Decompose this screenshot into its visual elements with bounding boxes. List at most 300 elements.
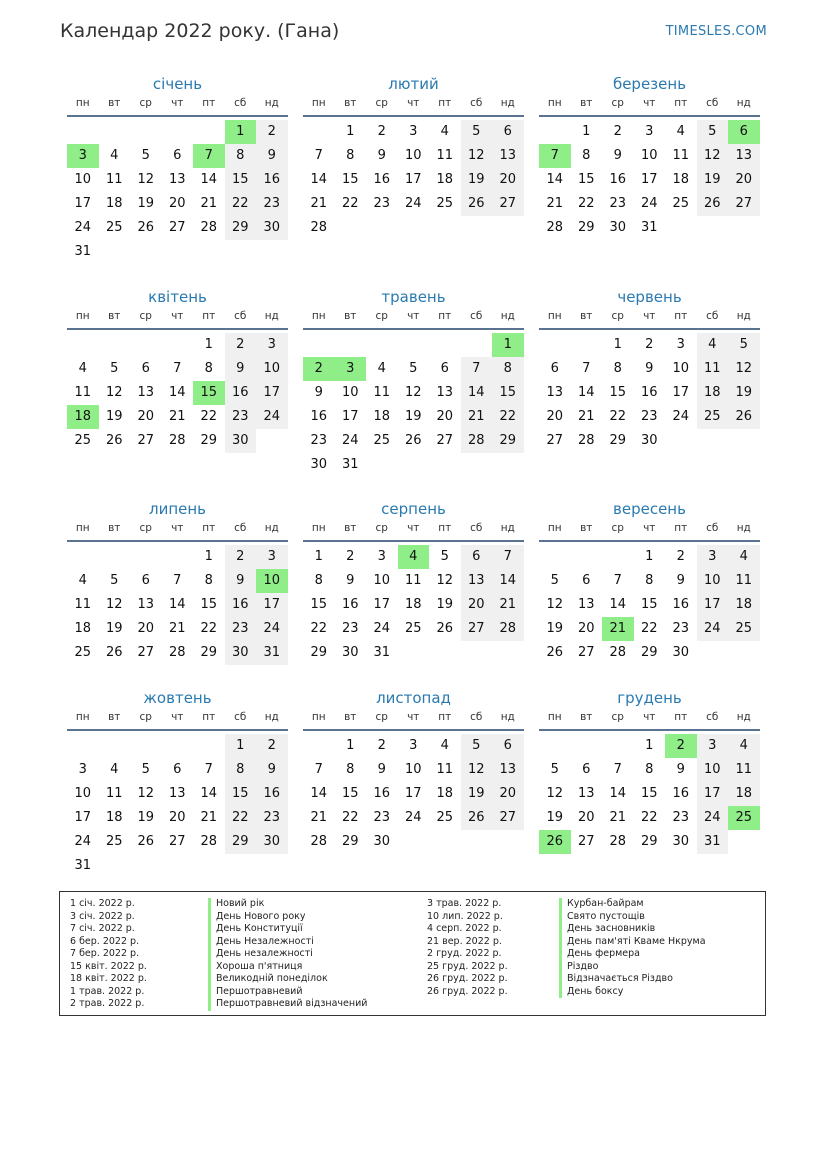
day-cell[interactable]: 15 bbox=[225, 168, 257, 192]
day-cell[interactable]: 22 bbox=[640, 810, 658, 825]
day-cell[interactable]: 6 bbox=[582, 762, 591, 777]
day-cell[interactable]: 5 bbox=[550, 573, 559, 588]
day-cell[interactable]: 3 bbox=[78, 762, 87, 777]
day-cell[interactable]: 14 bbox=[492, 569, 524, 593]
day-cell[interactable]: 29 bbox=[640, 834, 658, 849]
day-cell[interactable]: 13 bbox=[577, 597, 595, 612]
day-cell[interactable]: 30 bbox=[609, 220, 627, 235]
day-cell[interactable]: 6 bbox=[461, 545, 493, 569]
day-cell[interactable]: 19 bbox=[404, 409, 422, 424]
day-cell[interactable]: 16 bbox=[609, 172, 627, 187]
day-cell[interactable]: 20 bbox=[728, 168, 760, 192]
day-cell[interactable]: 9 bbox=[377, 762, 386, 777]
day-cell[interactable]: 4 bbox=[697, 333, 729, 357]
day-cell[interactable]: 12 bbox=[137, 172, 155, 187]
day-cell[interactable]: 16 bbox=[310, 409, 328, 424]
day-cell[interactable]: 29 bbox=[577, 220, 595, 235]
day-cell[interactable]: 29 bbox=[225, 830, 257, 854]
day-cell[interactable]: 20 bbox=[546, 409, 564, 424]
day-cell[interactable]: 26 bbox=[461, 806, 493, 830]
day-cell[interactable]: 12 bbox=[105, 597, 123, 612]
day-cell[interactable]: 26 bbox=[137, 220, 155, 235]
day-cell[interactable]: 26 bbox=[137, 834, 155, 849]
day-cell[interactable]: 1 bbox=[346, 738, 355, 753]
day-cell[interactable]: 4 bbox=[110, 762, 119, 777]
day-cell[interactable]: 18 bbox=[105, 810, 123, 825]
day-cell[interactable]: 8 bbox=[346, 148, 355, 163]
day-cell[interactable]: 16 bbox=[672, 786, 690, 801]
day-cell[interactable]: 27 bbox=[492, 192, 524, 216]
day-cell[interactable]: 15 bbox=[200, 597, 218, 612]
day-cell[interactable]: 15 bbox=[577, 172, 595, 187]
day-cell[interactable]: 20 bbox=[137, 409, 155, 424]
day-cell[interactable]: 27 bbox=[137, 645, 155, 660]
day-cell[interactable]: 25 bbox=[373, 433, 391, 448]
day-cell[interactable]: 13 bbox=[492, 144, 524, 168]
day-cell[interactable]: 22 bbox=[492, 405, 524, 429]
day-cell[interactable]: 11 bbox=[436, 762, 454, 777]
day-cell[interactable]: 1 bbox=[204, 549, 213, 564]
day-cell[interactable]: 13 bbox=[168, 172, 186, 187]
day-cell[interactable]: 23 bbox=[672, 810, 690, 825]
holiday-day-cell[interactable]: 25 bbox=[728, 806, 760, 830]
day-cell[interactable]: 12 bbox=[461, 144, 493, 168]
day-cell[interactable]: 28 bbox=[461, 429, 493, 453]
day-cell[interactable]: 25 bbox=[697, 405, 729, 429]
day-cell[interactable]: 11 bbox=[74, 385, 92, 400]
day-cell[interactable]: 18 bbox=[672, 172, 690, 187]
day-cell[interactable]: 24 bbox=[404, 196, 422, 211]
day-cell[interactable]: 11 bbox=[728, 569, 760, 593]
day-cell[interactable]: 5 bbox=[110, 361, 119, 376]
day-cell[interactable]: 14 bbox=[168, 597, 186, 612]
day-cell[interactable]: 24 bbox=[697, 806, 729, 830]
day-cell[interactable]: 22 bbox=[577, 196, 595, 211]
day-cell[interactable]: 19 bbox=[436, 597, 454, 612]
day-cell[interactable]: 1 bbox=[582, 124, 591, 139]
day-cell[interactable]: 7 bbox=[314, 762, 323, 777]
day-cell[interactable]: 3 bbox=[697, 545, 729, 569]
day-cell[interactable]: 13 bbox=[546, 385, 564, 400]
day-cell[interactable]: 10 bbox=[404, 148, 422, 163]
day-cell[interactable]: 15 bbox=[225, 782, 257, 806]
day-cell[interactable]: 1 bbox=[225, 734, 257, 758]
day-cell[interactable]: 19 bbox=[697, 168, 729, 192]
day-cell[interactable]: 28 bbox=[200, 834, 218, 849]
day-cell[interactable]: 22 bbox=[341, 196, 359, 211]
day-cell[interactable]: 11 bbox=[105, 172, 123, 187]
day-cell[interactable]: 20 bbox=[461, 593, 493, 617]
day-cell[interactable]: 8 bbox=[346, 762, 355, 777]
day-cell[interactable]: 3 bbox=[409, 124, 418, 139]
day-cell[interactable]: 23 bbox=[609, 196, 627, 211]
day-cell[interactable]: 5 bbox=[141, 762, 150, 777]
day-cell[interactable]: 30 bbox=[672, 645, 690, 660]
day-cell[interactable]: 11 bbox=[404, 573, 422, 588]
day-cell[interactable]: 15 bbox=[640, 597, 658, 612]
day-cell[interactable]: 9 bbox=[613, 148, 622, 163]
day-cell[interactable]: 10 bbox=[74, 786, 92, 801]
day-cell[interactable]: 8 bbox=[645, 762, 654, 777]
day-cell[interactable]: 18 bbox=[697, 381, 729, 405]
day-cell[interactable]: 12 bbox=[546, 597, 564, 612]
day-cell[interactable]: 3 bbox=[256, 545, 288, 569]
day-cell[interactable]: 14 bbox=[310, 786, 328, 801]
day-cell[interactable]: 9 bbox=[256, 144, 288, 168]
day-cell[interactable]: 28 bbox=[609, 645, 627, 660]
day-cell[interactable]: 15 bbox=[341, 172, 359, 187]
day-cell[interactable]: 27 bbox=[577, 645, 595, 660]
day-cell[interactable]: 21 bbox=[168, 621, 186, 636]
day-cell[interactable]: 31 bbox=[256, 641, 288, 665]
day-cell[interactable]: 5 bbox=[461, 120, 493, 144]
day-cell[interactable]: 20 bbox=[168, 196, 186, 211]
day-cell[interactable]: 28 bbox=[609, 834, 627, 849]
day-cell[interactable]: 31 bbox=[74, 858, 92, 873]
day-cell[interactable]: 21 bbox=[461, 405, 493, 429]
day-cell[interactable]: 22 bbox=[200, 409, 218, 424]
day-cell[interactable]: 21 bbox=[200, 196, 218, 211]
day-cell[interactable]: 12 bbox=[546, 786, 564, 801]
day-cell[interactable]: 19 bbox=[105, 409, 123, 424]
day-cell[interactable]: 28 bbox=[168, 645, 186, 660]
day-cell[interactable]: 27 bbox=[492, 806, 524, 830]
day-cell[interactable]: 5 bbox=[409, 361, 418, 376]
day-cell[interactable]: 11 bbox=[672, 148, 690, 163]
day-cell[interactable]: 21 bbox=[168, 409, 186, 424]
day-cell[interactable]: 21 bbox=[492, 593, 524, 617]
day-cell[interactable]: 4 bbox=[110, 148, 119, 163]
day-cell[interactable]: 7 bbox=[173, 361, 182, 376]
day-cell[interactable]: 25 bbox=[404, 621, 422, 636]
day-cell[interactable]: 14 bbox=[609, 597, 627, 612]
day-cell[interactable]: 21 bbox=[310, 196, 328, 211]
day-cell[interactable]: 17 bbox=[341, 409, 359, 424]
day-cell[interactable]: 4 bbox=[377, 361, 386, 376]
day-cell[interactable]: 23 bbox=[373, 196, 391, 211]
day-cell[interactable]: 26 bbox=[105, 645, 123, 660]
day-cell[interactable]: 6 bbox=[492, 120, 524, 144]
day-cell[interactable]: 25 bbox=[672, 196, 690, 211]
day-cell[interactable]: 23 bbox=[225, 617, 257, 641]
day-cell[interactable]: 18 bbox=[74, 621, 92, 636]
day-cell[interactable]: 30 bbox=[640, 433, 658, 448]
day-cell[interactable]: 9 bbox=[676, 573, 685, 588]
day-cell[interactable]: 29 bbox=[492, 429, 524, 453]
day-cell[interactable]: 25 bbox=[74, 645, 92, 660]
day-cell[interactable]: 17 bbox=[640, 172, 658, 187]
holiday-day-cell[interactable]: 2 bbox=[665, 734, 697, 758]
day-cell[interactable]: 16 bbox=[640, 385, 658, 400]
day-cell[interactable]: 25 bbox=[436, 810, 454, 825]
day-cell[interactable]: 9 bbox=[676, 762, 685, 777]
day-cell[interactable]: 29 bbox=[200, 645, 218, 660]
day-cell[interactable]: 29 bbox=[640, 645, 658, 660]
day-cell[interactable]: 10 bbox=[640, 148, 658, 163]
day-cell[interactable]: 3 bbox=[697, 734, 729, 758]
day-cell[interactable]: 27 bbox=[137, 433, 155, 448]
day-cell[interactable]: 20 bbox=[577, 621, 595, 636]
holiday-day-cell[interactable]: 3 bbox=[67, 144, 99, 168]
day-cell[interactable]: 10 bbox=[341, 385, 359, 400]
day-cell[interactable]: 28 bbox=[310, 220, 328, 235]
day-cell[interactable]: 14 bbox=[168, 385, 186, 400]
day-cell[interactable]: 22 bbox=[609, 409, 627, 424]
day-cell[interactable]: 25 bbox=[74, 433, 92, 448]
day-cell[interactable]: 19 bbox=[137, 196, 155, 211]
day-cell[interactable]: 19 bbox=[137, 810, 155, 825]
day-cell[interactable]: 2 bbox=[256, 120, 288, 144]
day-cell[interactable]: 13 bbox=[137, 597, 155, 612]
day-cell[interactable]: 21 bbox=[609, 810, 627, 825]
day-cell[interactable]: 2 bbox=[377, 738, 386, 753]
day-cell[interactable]: 8 bbox=[645, 573, 654, 588]
day-cell[interactable]: 21 bbox=[310, 810, 328, 825]
day-cell[interactable]: 1 bbox=[645, 549, 654, 564]
day-cell[interactable]: 17 bbox=[404, 172, 422, 187]
day-cell[interactable]: 10 bbox=[404, 762, 422, 777]
day-cell[interactable]: 24 bbox=[697, 617, 729, 641]
day-cell[interactable]: 6 bbox=[492, 734, 524, 758]
day-cell[interactable]: 14 bbox=[200, 172, 218, 187]
day-cell[interactable]: 15 bbox=[640, 786, 658, 801]
day-cell[interactable]: 18 bbox=[404, 597, 422, 612]
holiday-day-cell[interactable]: 1 bbox=[492, 333, 524, 357]
day-cell[interactable]: 16 bbox=[256, 782, 288, 806]
holiday-day-cell[interactable]: 15 bbox=[193, 381, 225, 405]
day-cell[interactable]: 20 bbox=[137, 621, 155, 636]
day-cell[interactable]: 24 bbox=[640, 196, 658, 211]
day-cell[interactable]: 26 bbox=[436, 621, 454, 636]
day-cell[interactable]: 18 bbox=[436, 786, 454, 801]
day-cell[interactable]: 21 bbox=[200, 810, 218, 825]
day-cell[interactable]: 10 bbox=[672, 361, 690, 376]
day-cell[interactable]: 20 bbox=[436, 409, 454, 424]
day-cell[interactable]: 31 bbox=[697, 830, 729, 854]
day-cell[interactable]: 5 bbox=[461, 734, 493, 758]
day-cell[interactable]: 23 bbox=[310, 433, 328, 448]
day-cell[interactable]: 3 bbox=[676, 337, 685, 352]
day-cell[interactable]: 22 bbox=[200, 621, 218, 636]
day-cell[interactable]: 16 bbox=[225, 381, 257, 405]
day-cell[interactable]: 15 bbox=[341, 786, 359, 801]
day-cell[interactable]: 29 bbox=[200, 433, 218, 448]
day-cell[interactable]: 5 bbox=[110, 573, 119, 588]
day-cell[interactable]: 26 bbox=[697, 192, 729, 216]
day-cell[interactable]: 17 bbox=[74, 196, 92, 211]
day-cell[interactable]: 2 bbox=[676, 549, 685, 564]
day-cell[interactable]: 8 bbox=[613, 361, 622, 376]
day-cell[interactable]: 25 bbox=[105, 220, 123, 235]
day-cell[interactable]: 27 bbox=[577, 834, 595, 849]
day-cell[interactable]: 27 bbox=[728, 192, 760, 216]
holiday-day-cell[interactable]: 4 bbox=[398, 545, 430, 569]
day-cell[interactable]: 5 bbox=[550, 762, 559, 777]
day-cell[interactable]: 2 bbox=[346, 549, 355, 564]
day-cell[interactable]: 2 bbox=[225, 545, 257, 569]
day-cell[interactable]: 17 bbox=[74, 810, 92, 825]
day-cell[interactable]: 4 bbox=[78, 573, 87, 588]
day-cell[interactable]: 27 bbox=[168, 834, 186, 849]
day-cell[interactable]: 1 bbox=[645, 738, 654, 753]
day-cell[interactable]: 22 bbox=[225, 192, 257, 216]
day-cell[interactable]: 22 bbox=[225, 806, 257, 830]
day-cell[interactable]: 30 bbox=[310, 457, 328, 472]
day-cell[interactable]: 10 bbox=[697, 569, 729, 593]
day-cell[interactable]: 24 bbox=[341, 433, 359, 448]
day-cell[interactable]: 29 bbox=[225, 216, 257, 240]
day-cell[interactable]: 29 bbox=[609, 433, 627, 448]
day-cell[interactable]: 11 bbox=[373, 385, 391, 400]
day-cell[interactable]: 25 bbox=[105, 834, 123, 849]
day-cell[interactable]: 17 bbox=[697, 593, 729, 617]
holiday-day-cell[interactable]: 1 bbox=[225, 120, 257, 144]
day-cell[interactable]: 22 bbox=[341, 810, 359, 825]
day-cell[interactable]: 10 bbox=[74, 172, 92, 187]
day-cell[interactable]: 26 bbox=[105, 433, 123, 448]
day-cell[interactable]: 31 bbox=[74, 244, 92, 259]
day-cell[interactable]: 4 bbox=[728, 734, 760, 758]
day-cell[interactable]: 5 bbox=[440, 549, 449, 564]
day-cell[interactable]: 9 bbox=[645, 361, 654, 376]
day-cell[interactable]: 13 bbox=[728, 144, 760, 168]
day-cell[interactable]: 9 bbox=[256, 758, 288, 782]
day-cell[interactable]: 17 bbox=[672, 385, 690, 400]
day-cell[interactable]: 18 bbox=[728, 782, 760, 806]
day-cell[interactable]: 2 bbox=[225, 333, 257, 357]
day-cell[interactable]: 24 bbox=[256, 617, 288, 641]
day-cell[interactable]: 4 bbox=[676, 124, 685, 139]
day-cell[interactable]: 13 bbox=[137, 385, 155, 400]
day-cell[interactable]: 7 bbox=[492, 545, 524, 569]
day-cell[interactable]: 11 bbox=[105, 786, 123, 801]
day-cell[interactable]: 13 bbox=[168, 786, 186, 801]
day-cell[interactable]: 3 bbox=[645, 124, 654, 139]
day-cell[interactable]: 18 bbox=[373, 409, 391, 424]
day-cell[interactable]: 15 bbox=[310, 597, 328, 612]
day-cell[interactable]: 26 bbox=[461, 192, 493, 216]
day-cell[interactable]: 23 bbox=[256, 192, 288, 216]
day-cell[interactable]: 21 bbox=[577, 409, 595, 424]
day-cell[interactable]: 17 bbox=[256, 381, 288, 405]
day-cell[interactable]: 9 bbox=[314, 385, 323, 400]
day-cell[interactable]: 23 bbox=[640, 409, 658, 424]
day-cell[interactable]: 15 bbox=[492, 381, 524, 405]
day-cell[interactable]: 12 bbox=[697, 144, 729, 168]
day-cell[interactable]: 23 bbox=[341, 621, 359, 636]
day-cell[interactable]: 6 bbox=[550, 361, 559, 376]
day-cell[interactable]: 31 bbox=[640, 220, 658, 235]
day-cell[interactable]: 17 bbox=[404, 786, 422, 801]
day-cell[interactable]: 4 bbox=[440, 738, 449, 753]
day-cell[interactable]: 12 bbox=[461, 758, 493, 782]
day-cell[interactable]: 7 bbox=[613, 762, 622, 777]
day-cell[interactable]: 12 bbox=[404, 385, 422, 400]
day-cell[interactable]: 30 bbox=[225, 641, 257, 665]
day-cell[interactable]: 19 bbox=[546, 810, 564, 825]
day-cell[interactable]: 28 bbox=[310, 834, 328, 849]
day-cell[interactable]: 12 bbox=[728, 357, 760, 381]
day-cell[interactable]: 15 bbox=[609, 385, 627, 400]
day-cell[interactable]: 9 bbox=[377, 148, 386, 163]
holiday-day-cell[interactable]: 3 bbox=[335, 357, 367, 381]
day-cell[interactable]: 27 bbox=[461, 617, 493, 641]
day-cell[interactable]: 26 bbox=[728, 405, 760, 429]
day-cell[interactable]: 1 bbox=[346, 124, 355, 139]
day-cell[interactable]: 11 bbox=[74, 597, 92, 612]
day-cell[interactable]: 24 bbox=[373, 621, 391, 636]
holiday-day-cell[interactable]: 7 bbox=[193, 144, 225, 168]
day-cell[interactable]: 3 bbox=[377, 549, 386, 564]
day-cell[interactable]: 14 bbox=[461, 381, 493, 405]
day-cell[interactable]: 5 bbox=[728, 333, 760, 357]
day-cell[interactable]: 6 bbox=[173, 148, 182, 163]
day-cell[interactable]: 18 bbox=[728, 593, 760, 617]
day-cell[interactable]: 20 bbox=[577, 810, 595, 825]
day-cell[interactable]: 20 bbox=[492, 782, 524, 806]
day-cell[interactable]: 14 bbox=[609, 786, 627, 801]
day-cell[interactable]: 16 bbox=[672, 597, 690, 612]
day-cell[interactable]: 30 bbox=[373, 834, 391, 849]
day-cell[interactable]: 30 bbox=[672, 834, 690, 849]
day-cell[interactable]: 10 bbox=[256, 357, 288, 381]
day-cell[interactable]: 12 bbox=[137, 786, 155, 801]
day-cell[interactable]: 4 bbox=[440, 124, 449, 139]
day-cell[interactable]: 14 bbox=[200, 786, 218, 801]
day-cell[interactable]: 3 bbox=[256, 333, 288, 357]
day-cell[interactable]: 9 bbox=[346, 573, 355, 588]
day-cell[interactable]: 8 bbox=[204, 361, 213, 376]
day-cell[interactable]: 24 bbox=[74, 834, 92, 849]
day-cell[interactable]: 16 bbox=[256, 168, 288, 192]
holiday-day-cell[interactable]: 6 bbox=[728, 120, 760, 144]
day-cell[interactable]: 17 bbox=[697, 782, 729, 806]
day-cell[interactable]: 19 bbox=[546, 621, 564, 636]
day-cell[interactable]: 22 bbox=[310, 621, 328, 636]
day-cell[interactable]: 16 bbox=[373, 786, 391, 801]
day-cell[interactable]: 7 bbox=[173, 573, 182, 588]
day-cell[interactable]: 6 bbox=[141, 573, 150, 588]
day-cell[interactable]: 30 bbox=[341, 645, 359, 660]
day-cell[interactable]: 8 bbox=[314, 573, 323, 588]
day-cell[interactable]: 2 bbox=[645, 337, 654, 352]
day-cell[interactable]: 12 bbox=[436, 573, 454, 588]
day-cell[interactable]: 17 bbox=[256, 593, 288, 617]
day-cell[interactable]: 2 bbox=[256, 734, 288, 758]
day-cell[interactable]: 11 bbox=[436, 148, 454, 163]
day-cell[interactable]: 13 bbox=[436, 385, 454, 400]
day-cell[interactable]: 7 bbox=[582, 361, 591, 376]
day-cell[interactable]: 13 bbox=[577, 786, 595, 801]
day-cell[interactable]: 5 bbox=[697, 120, 729, 144]
day-cell[interactable]: 29 bbox=[310, 645, 328, 660]
day-cell[interactable]: 9 bbox=[225, 569, 257, 593]
day-cell[interactable]: 29 bbox=[341, 834, 359, 849]
day-cell[interactable]: 11 bbox=[728, 758, 760, 782]
day-cell[interactable]: 9 bbox=[225, 357, 257, 381]
day-cell[interactable]: 8 bbox=[492, 357, 524, 381]
day-cell[interactable]: 30 bbox=[256, 830, 288, 854]
day-cell[interactable]: 30 bbox=[256, 216, 288, 240]
holiday-day-cell[interactable]: 26 bbox=[539, 830, 571, 854]
day-cell[interactable]: 24 bbox=[74, 220, 92, 235]
day-cell[interactable]: 5 bbox=[141, 148, 150, 163]
day-cell[interactable]: 26 bbox=[404, 433, 422, 448]
day-cell[interactable]: 20 bbox=[168, 810, 186, 825]
brand-link[interactable]: TIMESLES.COM bbox=[665, 24, 767, 39]
day-cell[interactable]: 14 bbox=[546, 172, 564, 187]
day-cell[interactable]: 24 bbox=[404, 810, 422, 825]
